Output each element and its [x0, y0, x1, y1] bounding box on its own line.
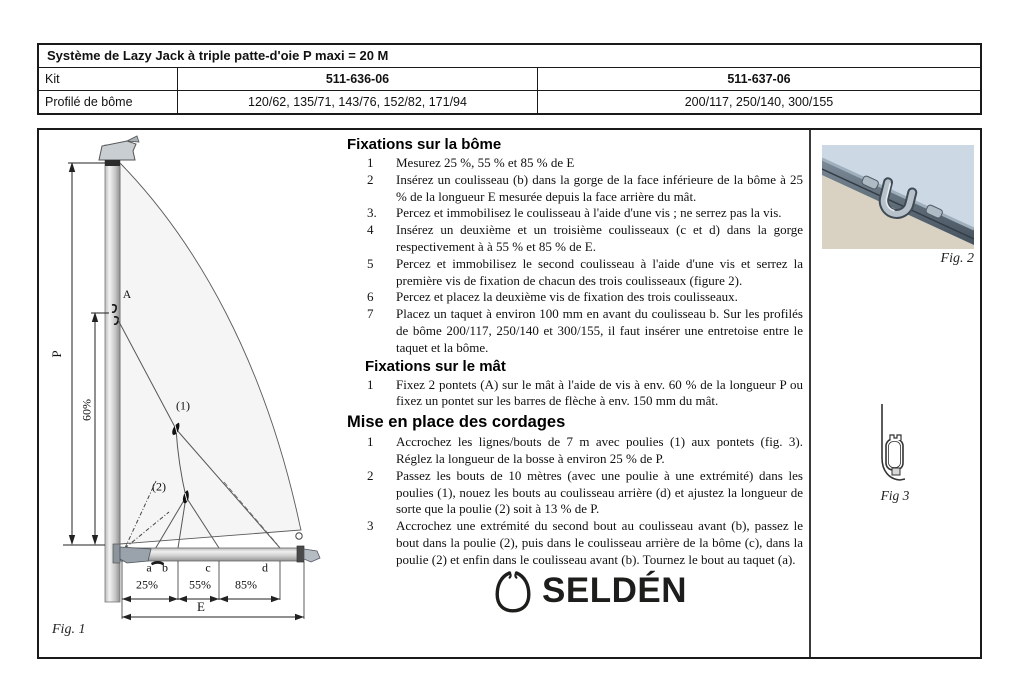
item-number: 3 — [367, 518, 374, 534]
list-item — [347, 434, 803, 468]
item-number: 5 — [367, 255, 374, 271]
fig1-label-slide-a: a — [146, 560, 152, 575]
fig1-label-e: E — [197, 599, 205, 614]
figure2-photo — [822, 145, 974, 254]
fig1-label-slide-b: b — [162, 560, 168, 575]
profile-values-small: 120/62, 135/71, 143/76, 152/82, 171/94 — [177, 91, 537, 113]
item-text: Insérez un coulisseau (b) dans la gorge de la face inférieure de la bôme à 25 % de la longueur E mesurée depuis la face arrière du mât. — [396, 171, 803, 204]
fig3-caption: Fig 3 — [880, 488, 910, 503]
item-number: 2 — [367, 467, 374, 483]
fig1-label-25pct: 25% — [136, 577, 158, 592]
profile-label: Profilé de bôme — [45, 95, 133, 109]
column-divider — [809, 130, 811, 657]
item-number: 7 — [367, 306, 374, 322]
list-item — [347, 205, 803, 222]
item-number: 2 — [367, 171, 374, 187]
item-number: 6 — [367, 289, 374, 305]
item-text: Percez et immobilisez le coulisseau à l'aide d'une vis ; ne serrez pas la vis. — [396, 205, 782, 221]
fig1-label-85pct: 85% — [235, 577, 257, 592]
list-item — [347, 289, 803, 306]
table-row-profile — [39, 90, 980, 113]
table-title: Système de Lazy Jack à triple patte-d'oie P maxi = 20 M — [47, 48, 389, 63]
heading-fixations-bome: Fixations sur la bôme — [347, 136, 502, 153]
list-item — [347, 222, 803, 256]
kit-label: Kit — [45, 72, 60, 86]
item-text: Passez les bouts de 10 mètres (avec une poulie à une extrémité) dans les poulies (1), nouez les bouts au coulisseau arrière (d) et ajustez la longueur de sorte que la poulie (2) soit à 13 % de P. — [396, 467, 803, 517]
item-text: Accrochez une extrémité du second bout au coulisseau avant (b), passez le bout dans la poulie (2), puis dans le coulisseau arrière de la bôme (c), dans la poulie (2) et enfin dans le coulisseau avant (b). Tournez le bout au taquet (a). — [396, 518, 803, 567]
selden-logo — [494, 568, 687, 614]
list-item — [347, 306, 803, 356]
fig1-label-slide-d: d — [262, 560, 268, 575]
item-text: Percez et immobilisez le second coulisseau à l'aide d'une vis et serrez la première vis de fixation de chacun des trois coulisseaux (figure 2). — [396, 255, 803, 288]
profile-values-large: 200/117, 250/140, 300/155 — [537, 91, 980, 113]
item-number: 1 — [367, 434, 374, 450]
instructions-column — [347, 135, 809, 569]
fig1-label-60pct: 60% — [79, 399, 94, 421]
item-text: Percez et placez la deuxième vis de fixation des trois coulisseaux. — [396, 289, 738, 305]
table-title-row — [39, 45, 980, 67]
fig1-caption: Fig. 1 — [52, 622, 86, 637]
heading-mise-en-place: Mise en place des cordages — [347, 413, 566, 432]
fig1-label-55pct: 55% — [189, 577, 211, 592]
list-item — [347, 518, 803, 568]
fig1-label-pulley2: (2) — [152, 479, 166, 494]
logo-wordmark: SELDÉN — [542, 571, 687, 610]
list-item — [347, 468, 803, 518]
item-text: Fixez 2 pontets (A) sur le mât à l'aide de vis à env. 60 % de la longueur P ou fixez un pontet sur les barres de flèche à env. 150 mm du mât. — [396, 376, 803, 409]
item-text: Insérez un deuxième et un troisième coulisseaux (c et d) dans la gorge respectivement à à 55 % et 85 % de E. — [396, 222, 803, 254]
item-number: 3. — [367, 205, 377, 221]
fig2-photo-svg — [822, 145, 974, 249]
main-content-box — [37, 128, 982, 659]
fig1-label-slide-c: c — [205, 560, 211, 575]
list-item — [347, 172, 803, 206]
fig1-label-p: P — [49, 350, 64, 358]
heading-fixations-mat: Fixations sur le mât — [365, 357, 506, 375]
fig1-label-pulley1: (1) — [176, 398, 190, 413]
spec-table — [37, 43, 982, 115]
list-item — [347, 256, 803, 290]
list-item — [347, 377, 803, 411]
item-text: Mesurez 25 %, 55 % et 85 % de E — [396, 155, 575, 170]
kit-number-large: 511-637-06 — [537, 68, 980, 90]
selden-egg-icon — [494, 568, 532, 614]
figure1-diagram — [39, 130, 359, 657]
item-number: 4 — [367, 222, 374, 238]
item-number: 1 — [367, 155, 374, 170]
table-row-kit — [39, 67, 980, 90]
list-item — [347, 155, 803, 172]
item-text: Accrochez les lignes/bouts de 7 m avec poulies (1) aux pontets (fig. 3). Réglez la longueur de la bosse à environ 25 % de P. — [396, 434, 803, 466]
item-number: 1 — [367, 376, 374, 392]
fig1-label-a-point: A — [122, 289, 132, 301]
fig2-caption: Fig. 2 — [940, 251, 974, 266]
kit-number-small: 511-636-06 — [177, 68, 537, 90]
figure3-drawing — [871, 402, 951, 510]
item-text: Placez un taquet à environ 100 mm en avant du coulisseau b. Sur les profilés de bôme 200/117, 250/140 et 300/155, il faut insérer une entretoise entre le taquet et la bôme. — [396, 306, 803, 355]
